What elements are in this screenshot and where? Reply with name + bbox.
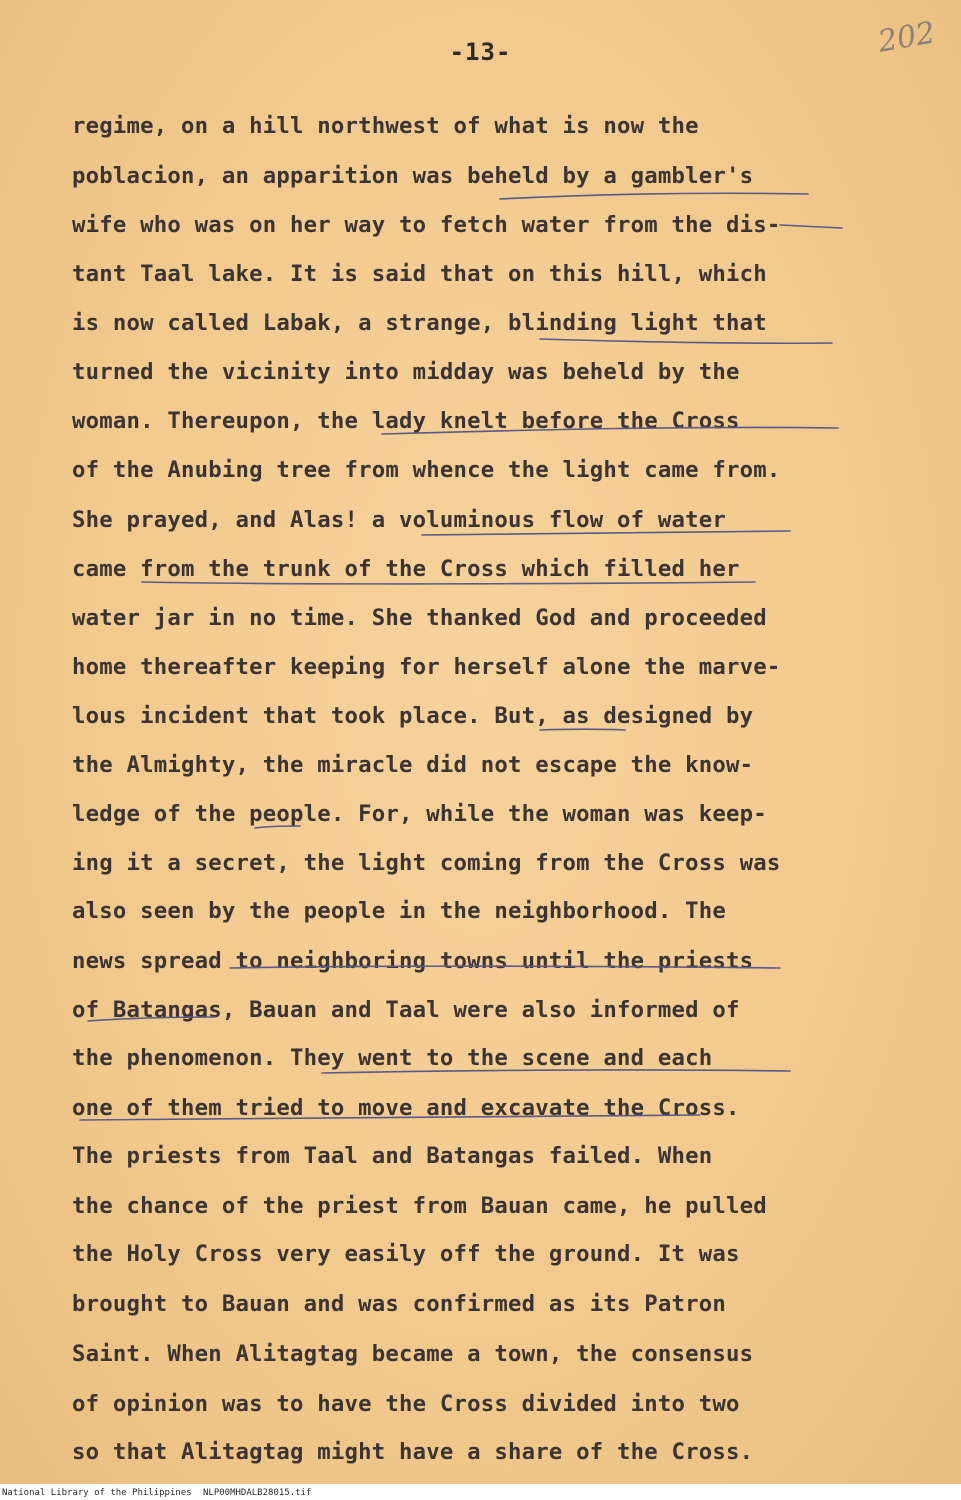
text-line: news spread to neighboring towns until the priests [72, 948, 754, 974]
footer-source: National Library of the Philippines [2, 1488, 192, 1498]
footer-filename: NLP00MHDALB28015.tif [203, 1488, 312, 1498]
text-line: She prayed, and Alas! a voluminous flow of water [72, 507, 726, 533]
underline-mark [230, 966, 780, 968]
text-line: water jar in no time. She thanked God and proceeded [72, 605, 767, 631]
text-line: is now called Labak, a strange, blinding light that [72, 310, 767, 336]
underline-mark [88, 1017, 215, 1021]
text-line: also seen by the people in the neighborhood. The [72, 898, 726, 924]
text-line: turned the vicinity into midday was beheld by the [72, 359, 740, 385]
text-line: so that Alitagtag might have a share of the Cross. [72, 1439, 754, 1465]
underline-mark [80, 1115, 700, 1120]
underline-mark [142, 582, 755, 584]
text-line: the Almighty, the miracle did not escape the know- [72, 752, 754, 778]
text-line: one of them tried to move and excavate the Cross. [72, 1095, 740, 1121]
underline-mark [255, 826, 300, 828]
text-line: brought to Bauan and was confirmed as its Patron [72, 1291, 726, 1317]
underline-mark [382, 427, 838, 434]
text-line: of the Anubing tree from whence the light came from. [72, 457, 781, 483]
text-line: wife who was on her way to fetch water from the dis- [72, 212, 781, 238]
text-line: came from the trunk of the Cross which filled her [72, 556, 740, 582]
text-line: lous incident that took place. But, as designed by [72, 703, 754, 729]
text-line: regime, on a hill northwest of what is now the [72, 113, 699, 139]
text-line: the chance of the priest from Bauan came, he pulled [72, 1193, 767, 1219]
text-line: woman. Thereupon, the lady knelt before the Cross [72, 408, 740, 434]
handwritten-annotation: 202 [875, 15, 938, 60]
text-line: the Holy Cross very easily off the ground. It was [72, 1241, 740, 1267]
text-line: ledge of the people. For, while the woman was keep- [72, 801, 767, 827]
underline-mark [322, 1070, 790, 1073]
underline-mark [540, 339, 832, 343]
underline-mark [780, 225, 842, 228]
text-line: ing it a secret, the light coming from the Cross was [72, 850, 781, 876]
page-number: -13- [449, 38, 512, 66]
text-line: of opinion was to have the Cross divided into two [72, 1391, 740, 1417]
text-line: the phenomenon. They went to the scene and each [72, 1045, 713, 1071]
text-line: of Batangas, Bauan and Taal were also informed of [72, 997, 740, 1023]
text-line: tant Taal lake. It is said that on this hill, which [72, 261, 767, 287]
underline-mark [500, 193, 808, 199]
text-line: The priests from Taal and Batangas failed. When [72, 1143, 713, 1169]
text-line: Saint. When Alitagtag became a town, the consensus [72, 1341, 754, 1367]
underline-mark [422, 531, 790, 535]
underline-mark [540, 729, 625, 730]
text-line: poblacion, an apparition was beheld by a gambler's [72, 163, 754, 189]
text-line: home thereafter keeping for herself alone the marve- [72, 654, 781, 680]
